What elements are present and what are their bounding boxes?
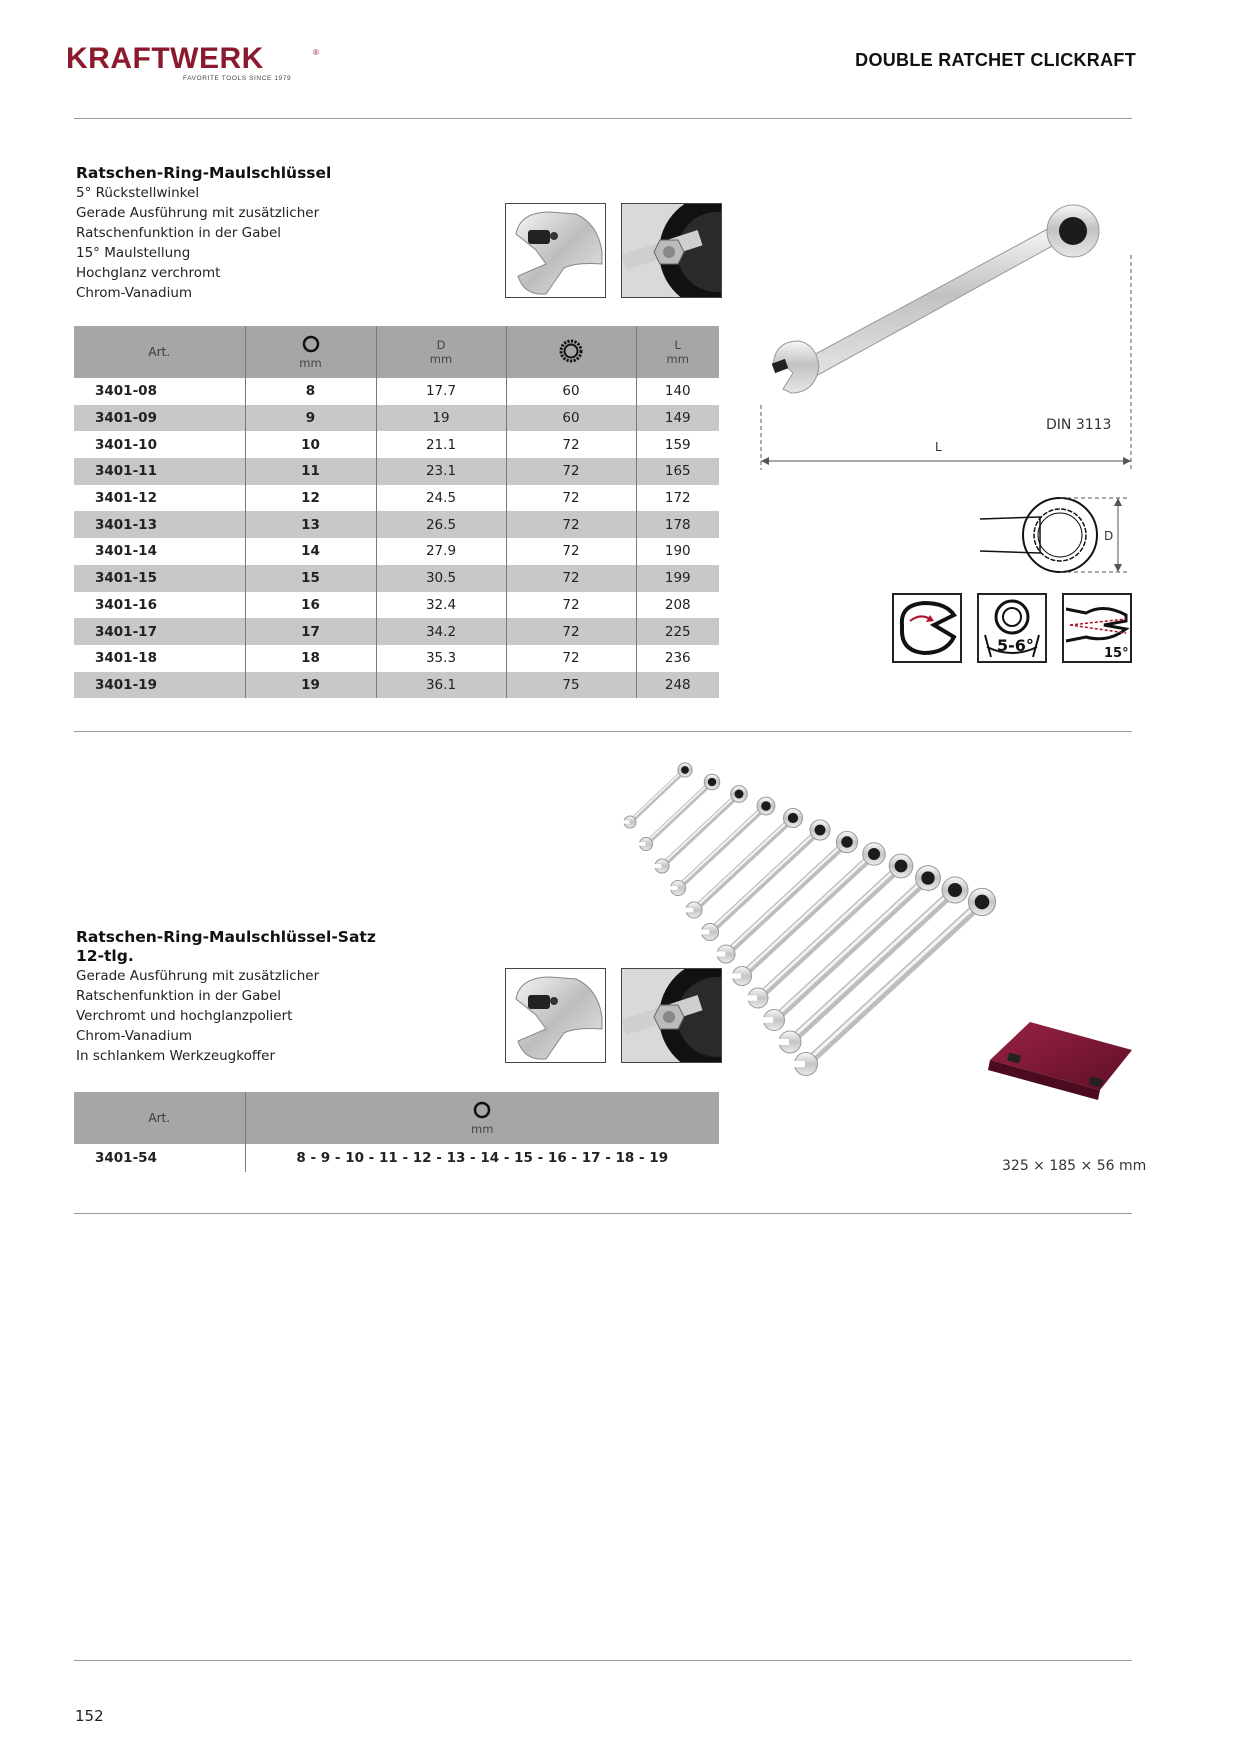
length-cell: 190	[664, 543, 691, 560]
size-cell: 18	[245, 645, 376, 672]
feature-item: In schlankem Werkzeugkoffer	[76, 1048, 276, 1064]
art-number-cell: 3401-10	[74, 431, 245, 458]
art-number-cell: 3401-16	[74, 592, 245, 619]
art-number-cell: 3401-17	[74, 618, 245, 645]
section-divider	[74, 731, 1132, 732]
art-number-cell: 3401-14	[74, 538, 245, 565]
teeth-cell: 72	[506, 485, 636, 512]
d-cell: 35.3	[376, 645, 506, 672]
col-header-sizes	[245, 1092, 719, 1144]
brand-logo	[66, 44, 326, 90]
col-header-size	[245, 326, 376, 378]
d-cell: 21.1	[376, 431, 506, 458]
feature-item: Ratschenfunktion in der Gabel	[76, 225, 282, 241]
art-number-cell: 3401-09	[74, 405, 245, 432]
length-cell: 199	[664, 570, 691, 587]
teeth-cell: 72	[506, 458, 636, 485]
ratchet-jaw-closeup-image	[505, 203, 606, 298]
set-wrench	[639, 774, 720, 850]
teeth-cell: 72	[506, 565, 636, 592]
d-cell: 36.1	[376, 672, 506, 699]
size-cell: 9	[245, 405, 376, 432]
table-row	[74, 592, 719, 619]
table-header-row	[74, 1092, 719, 1144]
col-header-art: Art.	[74, 326, 245, 378]
table-row	[74, 645, 719, 672]
length-cell: 149	[664, 410, 691, 427]
tool-case-image	[988, 1022, 1132, 1100]
feature-item: 15° Maulstellung	[76, 245, 191, 261]
feature-item: Chrom-Vanadium	[76, 1028, 193, 1044]
logo-wordmark: KRAFTWERK	[66, 42, 264, 75]
art-number-cell: 3401-12	[74, 485, 245, 512]
teeth-cell: 72	[506, 618, 636, 645]
open-end-ratchet-icon	[892, 593, 962, 663]
footer-divider	[74, 1660, 1132, 1661]
feature-item: Gerade Ausführung mit zusätzlicher	[76, 205, 320, 221]
jaw-angle-icon	[1062, 593, 1132, 663]
page-number: 152	[75, 1707, 104, 1725]
feature-item: Hochglanz verchromt	[76, 265, 221, 281]
teeth-cell: 72	[506, 645, 636, 672]
table-row	[74, 1144, 719, 1172]
product1-features	[76, 183, 496, 303]
size-cell: 12	[245, 485, 376, 512]
header-divider	[74, 118, 1132, 119]
teeth-cell: 60	[506, 378, 636, 405]
teeth-cell: 72	[506, 431, 636, 458]
length-cell: 159	[664, 436, 691, 453]
teeth-cell: 72	[506, 592, 636, 619]
art-number-cell: 3401-11	[74, 458, 245, 485]
length-cell: 236	[664, 650, 691, 667]
angle-label: 5-6°	[997, 636, 1034, 655]
table-row	[74, 538, 719, 565]
set-wrench	[716, 831, 858, 963]
product2-features	[76, 966, 496, 1066]
art-number-cell: 3401-13	[74, 511, 245, 538]
feature-item: Ratschenfunktion in der Gabel	[76, 988, 282, 1004]
feature-item: 5° Rückstellwinkel	[76, 185, 200, 201]
section-divider	[74, 1213, 1132, 1214]
d-cell: 34.2	[376, 618, 506, 645]
table-row	[74, 672, 719, 699]
product2-info	[76, 928, 496, 1066]
ratchet-gear-icon	[558, 338, 584, 364]
set-wrench	[763, 866, 941, 1031]
size-unit: mm	[299, 355, 322, 370]
d-cell: 19	[376, 405, 506, 432]
case-dimensions: 325 × 185 × 56 mm	[1002, 1158, 1147, 1174]
product1-title: Ratschen-Ring-Maulschlüssel	[76, 164, 332, 182]
table-row	[74, 511, 719, 538]
logo-tagline: FAVORITE TOOLS SINCE 1979	[183, 75, 292, 82]
hex-ring-icon	[472, 1101, 492, 1119]
size-cell: 17	[245, 618, 376, 645]
logo-registered-mark: ®	[313, 48, 319, 57]
table-row	[74, 618, 719, 645]
teeth-cell: 72	[506, 511, 636, 538]
size-cell: 8	[245, 378, 376, 405]
col-header-teeth	[506, 326, 636, 378]
d-cell: 30.5	[376, 565, 506, 592]
l-unit: mm	[666, 352, 689, 366]
diameter-label: D	[1104, 529, 1114, 543]
ratchet-on-bolt-image	[621, 968, 722, 1063]
ratchet-on-bolt-image	[621, 203, 722, 298]
size-cell: 19	[245, 672, 376, 699]
hex-ring-icon	[301, 335, 321, 353]
art-number-cell: 3401-08	[74, 378, 245, 405]
feature-item: Gerade Ausführung mit zusätzlicher	[76, 968, 320, 984]
set-wrench	[778, 877, 968, 1053]
size-cell: 10	[245, 431, 376, 458]
d-cell: 24.5	[376, 485, 506, 512]
l-label: L	[674, 338, 681, 352]
col-header-l	[636, 326, 719, 378]
length-cell: 172	[664, 490, 691, 507]
feature-item: Chrom-Vanadium	[76, 285, 193, 301]
d-cell: 26.5	[376, 511, 506, 538]
length-cell: 178	[664, 516, 691, 533]
ring-end-diameter-drawing	[980, 495, 1135, 575]
length-cell: 165	[664, 463, 691, 480]
table-row	[74, 458, 719, 485]
table-row	[74, 378, 719, 405]
art-number-cell: 3401-15	[74, 565, 245, 592]
product1-spec-table	[74, 326, 719, 698]
swivel-angle-icon	[977, 593, 1047, 663]
set-wrench	[732, 843, 886, 986]
feature-item: Verchromt und hochglanzpoliert	[76, 1008, 293, 1024]
set-wrench	[623, 763, 692, 828]
size-cell: 11	[245, 458, 376, 485]
length-cell: 140	[664, 383, 691, 400]
size-cell: 14	[245, 538, 376, 565]
table-row	[74, 405, 719, 432]
d-cell: 17.7	[376, 378, 506, 405]
d-unit: mm	[429, 352, 453, 366]
length-cell: 225	[664, 623, 691, 640]
d-cell: 32.4	[376, 592, 506, 619]
product2-title: Ratschen-Ring-Maulschlüssel-Satz	[76, 928, 376, 946]
length-label: L	[935, 440, 942, 454]
set-wrench	[793, 888, 995, 1075]
table-row	[74, 565, 719, 592]
size-cell: 15	[245, 565, 376, 592]
col-header-d	[376, 326, 506, 378]
table-header-row	[74, 326, 719, 378]
product2-spec-table	[74, 1092, 719, 1172]
table-row	[74, 431, 719, 458]
teeth-cell: 75	[506, 672, 636, 699]
din-standard-label: DIN 3113	[1046, 417, 1112, 433]
art-number-cell: 3401-18	[74, 645, 245, 672]
size-unit: mm	[471, 1121, 494, 1136]
product1-info	[76, 164, 496, 303]
art-number-cell: 3401-19	[74, 672, 245, 699]
sizes-cell: 8 - 9 - 10 - 11 - 12 - 13 - 14 - 15 - 16 - 17 - 18 - 19	[296, 1150, 669, 1166]
d-cell: 27.9	[376, 538, 506, 565]
ratchet-jaw-closeup-image	[505, 968, 606, 1063]
table-row	[74, 485, 719, 512]
size-cell: 13	[245, 511, 376, 538]
size-cell: 16	[245, 592, 376, 619]
length-cell: 208	[664, 596, 691, 613]
d-cell: 23.1	[376, 458, 506, 485]
teeth-cell: 60	[506, 405, 636, 432]
art-number-cell: 3401-54	[74, 1144, 245, 1172]
jaw-angle-label: 15°	[1104, 646, 1129, 661]
set-wrench	[654, 786, 747, 873]
wrench-dimension-drawing	[755, 195, 1140, 480]
product2-subtitle: 12-tlg.	[76, 947, 134, 965]
teeth-cell: 72	[506, 538, 636, 565]
d-label: D	[436, 338, 446, 352]
length-cell: 248	[664, 676, 691, 693]
col-header-art: Art.	[74, 1092, 245, 1144]
page-title: DOUBLE RATCHET CLICKRAFT	[855, 50, 1136, 70]
